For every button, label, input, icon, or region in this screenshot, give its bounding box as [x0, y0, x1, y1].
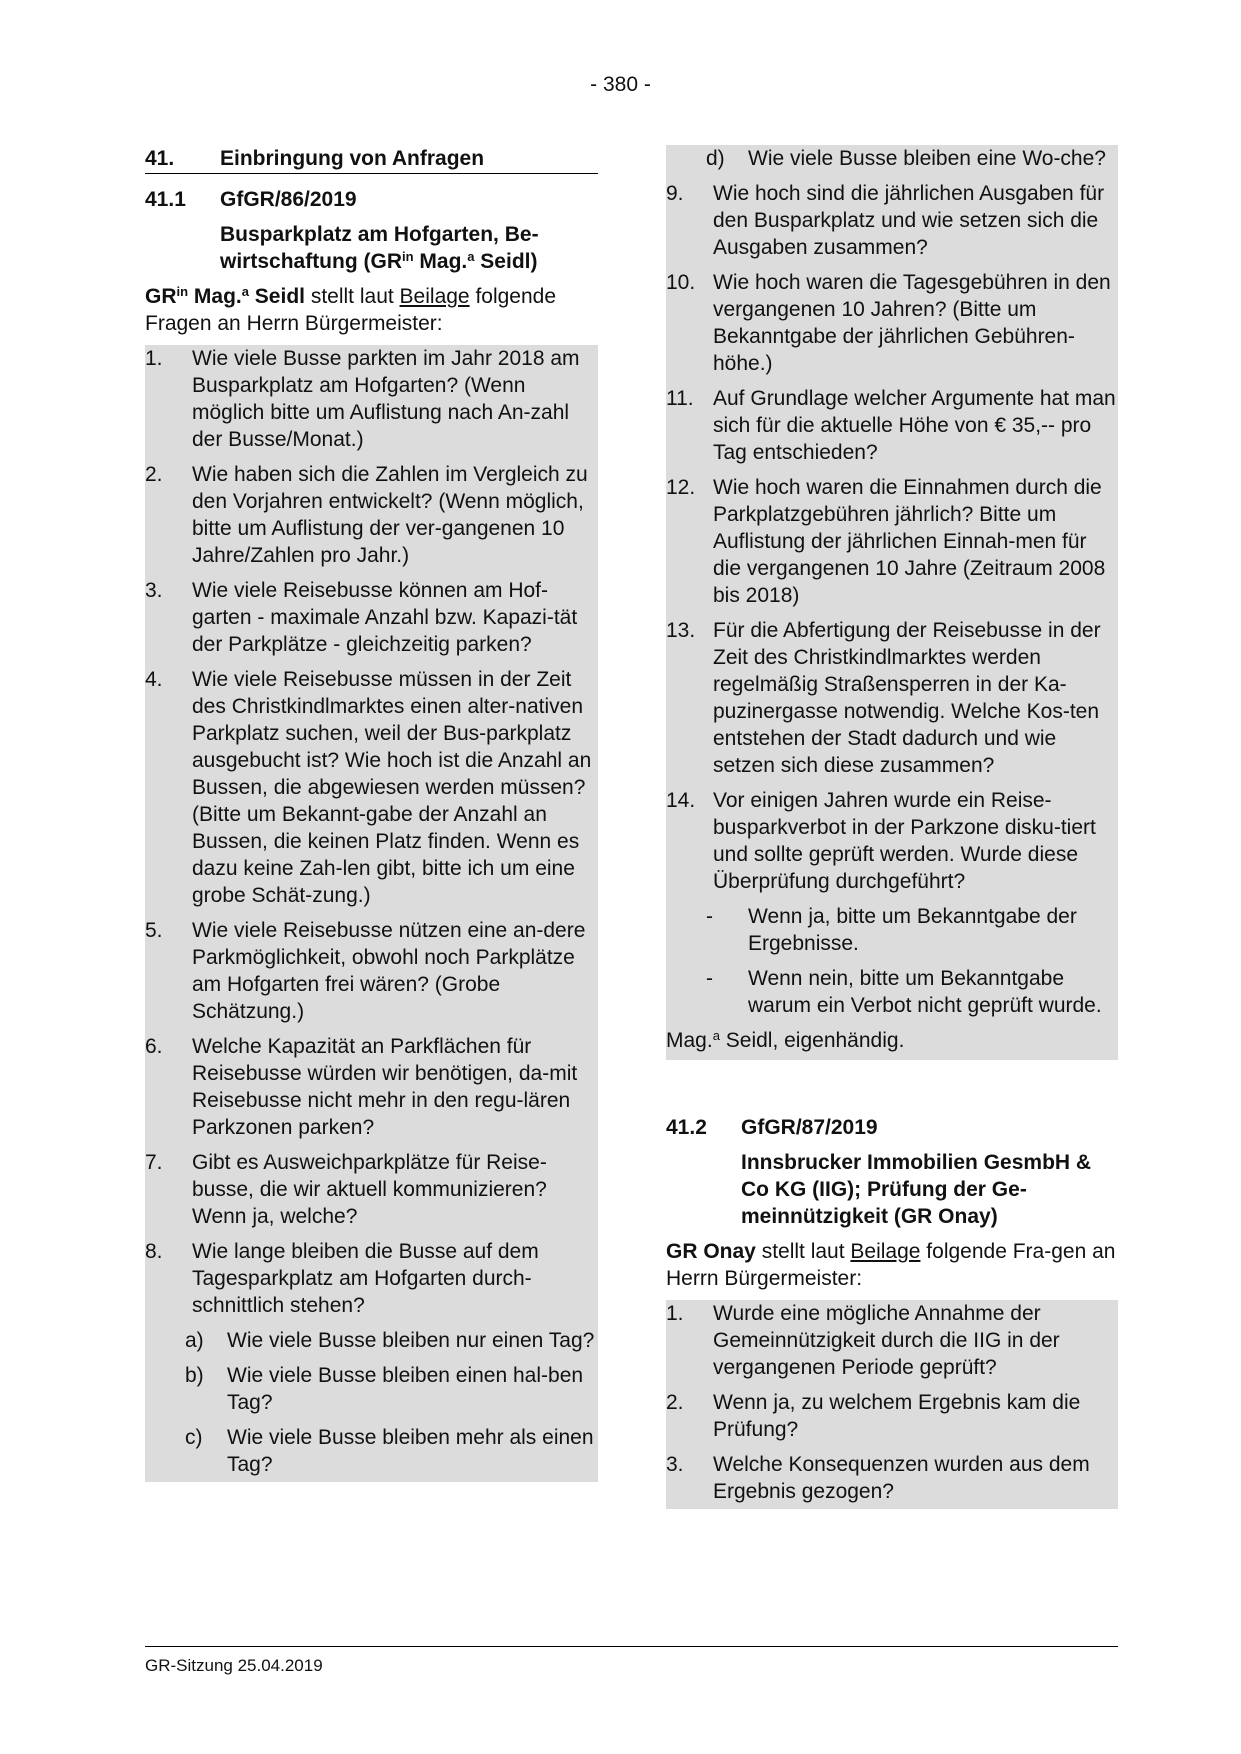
page-number: - 380 -: [590, 73, 651, 96]
sub-list-item: d) Wie viele Busse bleiben eine Wo-che?: [706, 147, 1106, 170]
beilage-link: Beilage: [399, 285, 470, 308]
section-number: 41.: [145, 147, 175, 170]
question-title: Busparkplatz am Hofgarten, Be-wirtschaftung ($GR^{in}$ Mag.$^a$ Seidl): [220, 223, 539, 273]
list-item: 12. Wie hoch waren die Einnahmen durch die Parkplatzgebühren jährlich? Bitte um Auflistung der jährlichen Einnah-men für die vergangenen 10 Jahre (Zeitraum 2008 bis 2018): [666, 476, 1106, 607]
question-intro: GR Onay stellt laut Beilage folgende Fra-gen an Herrn Bürgermeister:: [666, 1240, 1116, 1290]
list-item: 13. Für die Abfertigung der Reisebusse in der Zeit des Christkindlmarktes werden regelmäßig Straßensperren in der Ka-puzinergasse notwendig. Welche Kos-ten entstehen der Stadt dadurch und wie setzen sich diese zusammen?: [666, 619, 1101, 777]
section-title: Einbringung von Anfragen: [220, 147, 485, 170]
footer-text: GR-Sitzung 25.04.2019: [145, 1656, 323, 1675]
footer-rule: [145, 1646, 1118, 1647]
list-item: 14. Vor einigen Jahren wurde ein Reise-busparkverbot in der Parkzone disku-tiert und sollte geprüft werden. Wurde diese Überprüfung durchgeführt?: [666, 789, 1096, 893]
list-item: 6. Welche Kapazität an Parkflächen für Reisebusse würden wir benötigen, da-mit Reisebusse nicht mehr in den regu-lären Parkzonen parken?: [145, 1035, 578, 1139]
list-item: 1. Wie viele Busse parkten im Jahr 2018 am Busparkplatz am Hofgarten? (Wenn möglich bitte um Auflistung nach An-zahl der Busse/Monat.): [145, 347, 580, 451]
signature: Mag.$^a$ Seidl, eigenhändig.: [666, 1028, 905, 1052]
section-heading: [145, 145, 598, 174]
sub-list-item: c) Wie viele Busse bleiben mehr als einen Tag?: [185, 1426, 594, 1476]
beilage-link: Beilage: [850, 1240, 921, 1263]
list-item: 4. Wie viele Reisebusse müssen in der Zeit des Christkindlmarktes einen alter-nativen Parkplatz suchen, weil der Bus-parkplatz ausgebucht ist? Wie hoch ist die Anzahl an Bussen, die abgewiesen werden müssen? (Bitte um Bekannt-gabe der Anzahl an Bussen, die keinen Platz finden. Wenn es dazu keine Zah-len gibt, bitte ich um eine grobe Schät-zung.): [145, 668, 592, 907]
question-number: 41.1: [145, 188, 186, 211]
question-intro: $GR^{in}$ Mag.$^a$ Seidl stellt laut Beilage folgende Fragen an Herrn Bürgermeister:: [145, 284, 557, 335]
question-box: [145, 345, 598, 1482]
question-heading: [145, 186, 598, 213]
list-item: 5. Wie viele Reisebusse nützen eine an-dere Parkmöglichkeit, obwohl noch Parkplätze am Hofgarten frei wären? (Grobe Schätzung.): [145, 919, 586, 1023]
sub-list-item: b) Wie viele Busse bleiben einen hal-ben Tag?: [185, 1364, 584, 1414]
list-item: 3. Wie viele Reisebusse können am Hof-garten - maximale Anzahl bzw. Kapazi-tät der Parkplätze - gleichzeitig parken?: [145, 579, 578, 656]
list-item: 1. Wurde eine mögliche Annahme der Gemeinnützigkeit durch die IIG in der vergangenen Periode geprüft?: [666, 1302, 1060, 1379]
question-box-continued: [666, 145, 1118, 1060]
list-item: 10. Wie hoch waren die Tagesgebühren in den vergangenen 10 Jahren? (Bitte um Bekanntgabe der jährlichen Gebühren-höhe.): [666, 271, 1111, 375]
question-heading: [666, 1114, 1118, 1141]
question-id: GfGR/87/2019: [741, 1116, 878, 1139]
list-item: 9. Wie hoch sind die jährlichen Ausgaben für den Busparkplatz und wie setzen sich die Ausgaben zusammen?: [666, 182, 1105, 259]
left-column: [145, 145, 598, 1482]
list-item: 2. Wie haben sich die Zahlen im Vergleich zu den Vorjahren entwickelt? (Wenn möglich, bitte um Auflistung der ver-gangenen 10 Jahre/Zahlen pro Jahr.): [145, 463, 588, 567]
list-item: 8. Wie lange bleiben die Busse auf dem Tagesparkplatz am Hofgarten durch-schnittlich stehen?: [145, 1240, 539, 1317]
right-column: [666, 145, 1118, 1509]
list-item: 7. Gibt es Ausweichparkplätze für Reise-busse, die wir aktuell kommunizieren? Wenn ja, welche?: [145, 1151, 547, 1228]
list-item: 3. Welche Konsequenzen wurden aus dem Ergebnis gezogen?: [666, 1453, 1090, 1503]
question-box: [666, 1300, 1118, 1509]
question-number: 41.2: [666, 1116, 707, 1139]
question-id: GfGR/86/2019: [220, 188, 357, 211]
sub-list-item: a) Wie viele Busse bleiben nur einen Tag?: [185, 1329, 595, 1352]
dash-list-item: - Wenn ja, bitte um Bekanntgabe der Ergebnisse.: [706, 905, 1077, 955]
question-title: Innsbrucker Immobilien GesmbH & Co KG (IIG); Prüfung der Ge-meinnützigkeit (GR Onay): [741, 1151, 1092, 1228]
dash-list-item: - Wenn nein, bitte um Bekanntgabe warum ein Verbot nicht geprüft wurde.: [706, 967, 1102, 1017]
list-item: 2. Wenn ja, zu welchem Ergebnis kam die Prüfung?: [666, 1391, 1081, 1441]
list-item: 11. Auf Grundlage welcher Argumente hat man sich für die aktuelle Höhe von € 35,-- pro Tag entschieden?: [666, 387, 1116, 464]
